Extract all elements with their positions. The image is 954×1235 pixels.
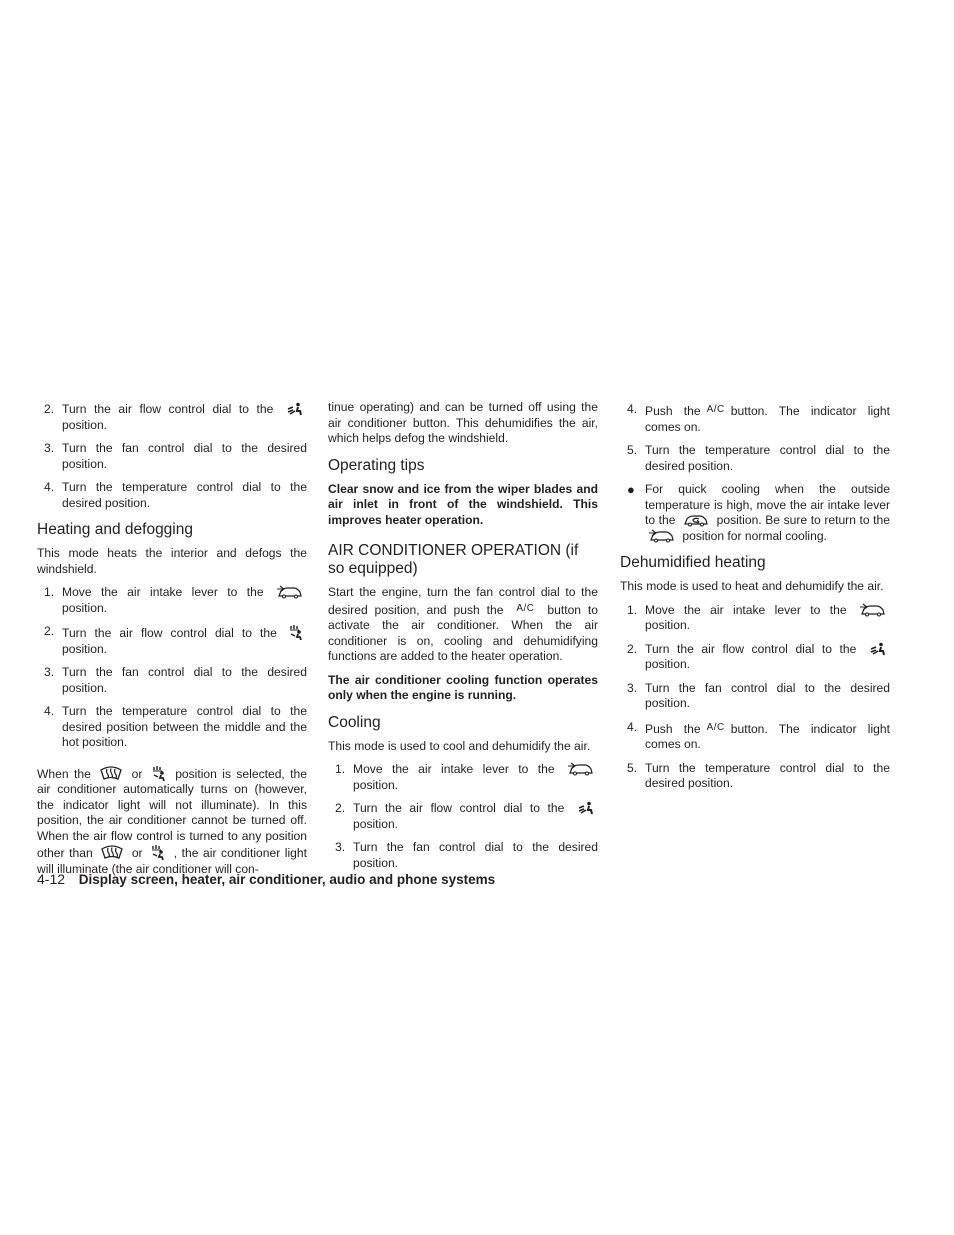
column-right <box>620 402 890 800</box>
step-number: 4. <box>627 719 638 734</box>
step-text-end: button. The indicator light comes on. <box>645 404 890 434</box>
list-item <box>620 720 890 753</box>
continued-text: tinue operating) and can be turned off using the air conditioner button. This dehumidifies the air, which helps defog the windshield. <box>328 400 598 445</box>
step-text: Turn the temperature control dial to the desired position between the middle and the hot position. <box>62 704 307 749</box>
step-number: 4. <box>44 704 55 718</box>
step-number: 2. <box>44 624 55 638</box>
step-number: 4. <box>44 480 55 494</box>
step-text: Turn the fan control dial to the desired position. <box>62 665 307 695</box>
step-number: 2. <box>44 402 55 416</box>
outside-air-icon <box>649 529 675 543</box>
step-text: Turn the temperature control dial to the desired position. <box>645 760 890 790</box>
foot-defrost-icon <box>289 624 303 640</box>
step-number: 5. <box>627 760 638 775</box>
list-item <box>328 840 598 871</box>
step-text-end: position. <box>62 417 108 432</box>
step-number: 3. <box>627 680 638 695</box>
list-item <box>37 665 307 696</box>
list-item <box>328 801 598 832</box>
outside-air-icon <box>277 585 303 599</box>
dehumidified-steps-list <box>620 603 890 792</box>
heating-note <box>37 765 307 878</box>
bullet-dot: ● <box>627 482 635 497</box>
step-number: 4. <box>627 402 638 416</box>
step-text: Turn the air flow control dial to the <box>62 626 277 640</box>
bullet-item <box>620 482 890 544</box>
step-text: Turn the air flow control dial to the <box>645 641 857 656</box>
step-text: Turn the air flow control dial to the <box>353 801 565 815</box>
recirculate-icon <box>683 513 709 527</box>
list-item <box>620 402 890 435</box>
ac-paragraph <box>328 585 598 665</box>
step-text: Move the air intake lever to the <box>353 762 555 776</box>
bullet-text-3: position for normal cooling. <box>682 528 827 543</box>
bullet-text-1: For quick cooling when the outside temperature is high, move the air intake lever to the <box>645 482 890 527</box>
note-text-4: or <box>131 846 143 860</box>
ac-p1b: button to activate the air conditioner. When the air conditioner is on, cooling and dehumidifying functions are added to the heater operation. <box>328 602 598 663</box>
step-number: 2. <box>335 801 346 815</box>
cooling-steps-list <box>328 762 598 871</box>
column-middle <box>328 402 598 879</box>
list-item <box>37 585 307 616</box>
step-number: 1. <box>335 762 346 776</box>
step-text: Turn the fan control dial to the desired position. <box>62 441 307 471</box>
ac-button-icon: A/C <box>706 721 725 733</box>
heating-intro: This mode heats the interior and defogs the windshield. <box>37 546 307 576</box>
cooling-intro: This mode is used to cool and dehumidify the air. <box>328 738 591 753</box>
step-number: 2. <box>627 641 638 656</box>
defrost-icon <box>100 765 122 781</box>
step-number: 5. <box>627 443 638 457</box>
bullet-text-2: position. Be sure to return to the <box>716 513 890 527</box>
page-footer <box>37 871 495 887</box>
note-text-3: position is selected, the air conditioner automatically turns on (however, the indicator light will not illuminate). In this position, the air conditioner cannot be turned off. When the air flow control is turned to any position other than <box>37 766 307 860</box>
foot-vent-icon <box>576 801 594 815</box>
list-item <box>37 441 307 472</box>
list-item <box>620 642 890 673</box>
step-text: Turn the fan control dial to the desired position. <box>353 840 598 870</box>
step-number: 1. <box>44 585 55 599</box>
outside-air-icon <box>860 603 886 617</box>
footer-title: Display screen, heater, air conditioner, audio and phone systems <box>78 872 496 887</box>
step-number: 3. <box>335 840 346 854</box>
dehumidified-intro: This mode is used to heat and dehumidify the air. <box>620 579 884 593</box>
list-item <box>37 624 307 657</box>
column-left <box>37 402 307 885</box>
section-title-ac: AIR CONDITIONER OPERATION (if so equipped) <box>328 542 579 577</box>
step-text-end: position. <box>353 777 399 792</box>
section-title-cooling: Cooling <box>328 713 381 731</box>
outside-air-icon <box>568 762 594 776</box>
foot-defrost-icon <box>152 765 166 781</box>
list-item <box>620 603 890 634</box>
step-text: Turn the temperature control dial to the desired position. <box>645 443 890 473</box>
steps-list-right <box>620 402 890 474</box>
step-text-end: position. <box>62 641 108 656</box>
step-text-end: position. <box>645 618 691 632</box>
list-item <box>620 681 890 712</box>
ac-button-icon: A/C <box>706 404 725 415</box>
list-item <box>37 402 307 433</box>
step-text: Turn the air flow control dial to the <box>62 402 274 416</box>
note-text-1: When the <box>37 766 91 781</box>
page-number: 4-12 <box>37 871 66 887</box>
foot-defrost-icon <box>151 844 165 860</box>
step-number: 3. <box>44 441 55 455</box>
step-number: 3. <box>44 665 55 679</box>
section-title-dehumidified: Dehumidified heating <box>620 554 766 571</box>
steps-list-top <box>37 402 307 511</box>
section-title-tips: Operating tips <box>328 456 425 474</box>
step-text-end: button. The indicator light comes on. <box>645 721 890 751</box>
step-number: 1. <box>627 602 638 617</box>
list-item <box>620 761 890 792</box>
step-text-end: position. <box>62 600 108 615</box>
list-item <box>37 704 307 751</box>
note-text-5: , the air conditioner light will illuminate (the air conditioner will con- <box>37 846 307 876</box>
ac-bold: The air conditioner cooling function operates only when the engine is running. <box>328 672 598 702</box>
tips-bold: Clear snow and ice from the wiper blades and air inlet in front of the windshield. This improves heater operation. <box>328 481 598 527</box>
foot-vent-icon <box>285 402 303 416</box>
step-text-end: position. <box>353 816 399 831</box>
defrost-icon <box>101 844 123 860</box>
list-item <box>37 480 307 511</box>
note-text-2: or <box>131 766 143 781</box>
foot-vent-icon <box>868 642 886 656</box>
step-text: Move the air intake lever to the <box>645 602 847 617</box>
ac-p1a: Start the engine, turn the fan control dial to the desired position, and push the <box>328 585 598 617</box>
section-title-heating: Heating and defogging <box>37 521 193 538</box>
step-text-end: position. <box>645 657 691 671</box>
step-text: Turn the temperature control dial to the desired position. <box>62 480 307 510</box>
step-text: Push the <box>645 404 701 418</box>
list-item <box>328 762 598 793</box>
ac-button-icon: A/C <box>516 602 535 614</box>
heating-steps-list <box>37 585 307 751</box>
list-item <box>620 443 890 474</box>
step-text: Move the air intake lever to the <box>62 585 264 599</box>
step-text: Turn the fan control dial to the desired position. <box>645 680 890 710</box>
step-text: Push the <box>645 721 701 736</box>
